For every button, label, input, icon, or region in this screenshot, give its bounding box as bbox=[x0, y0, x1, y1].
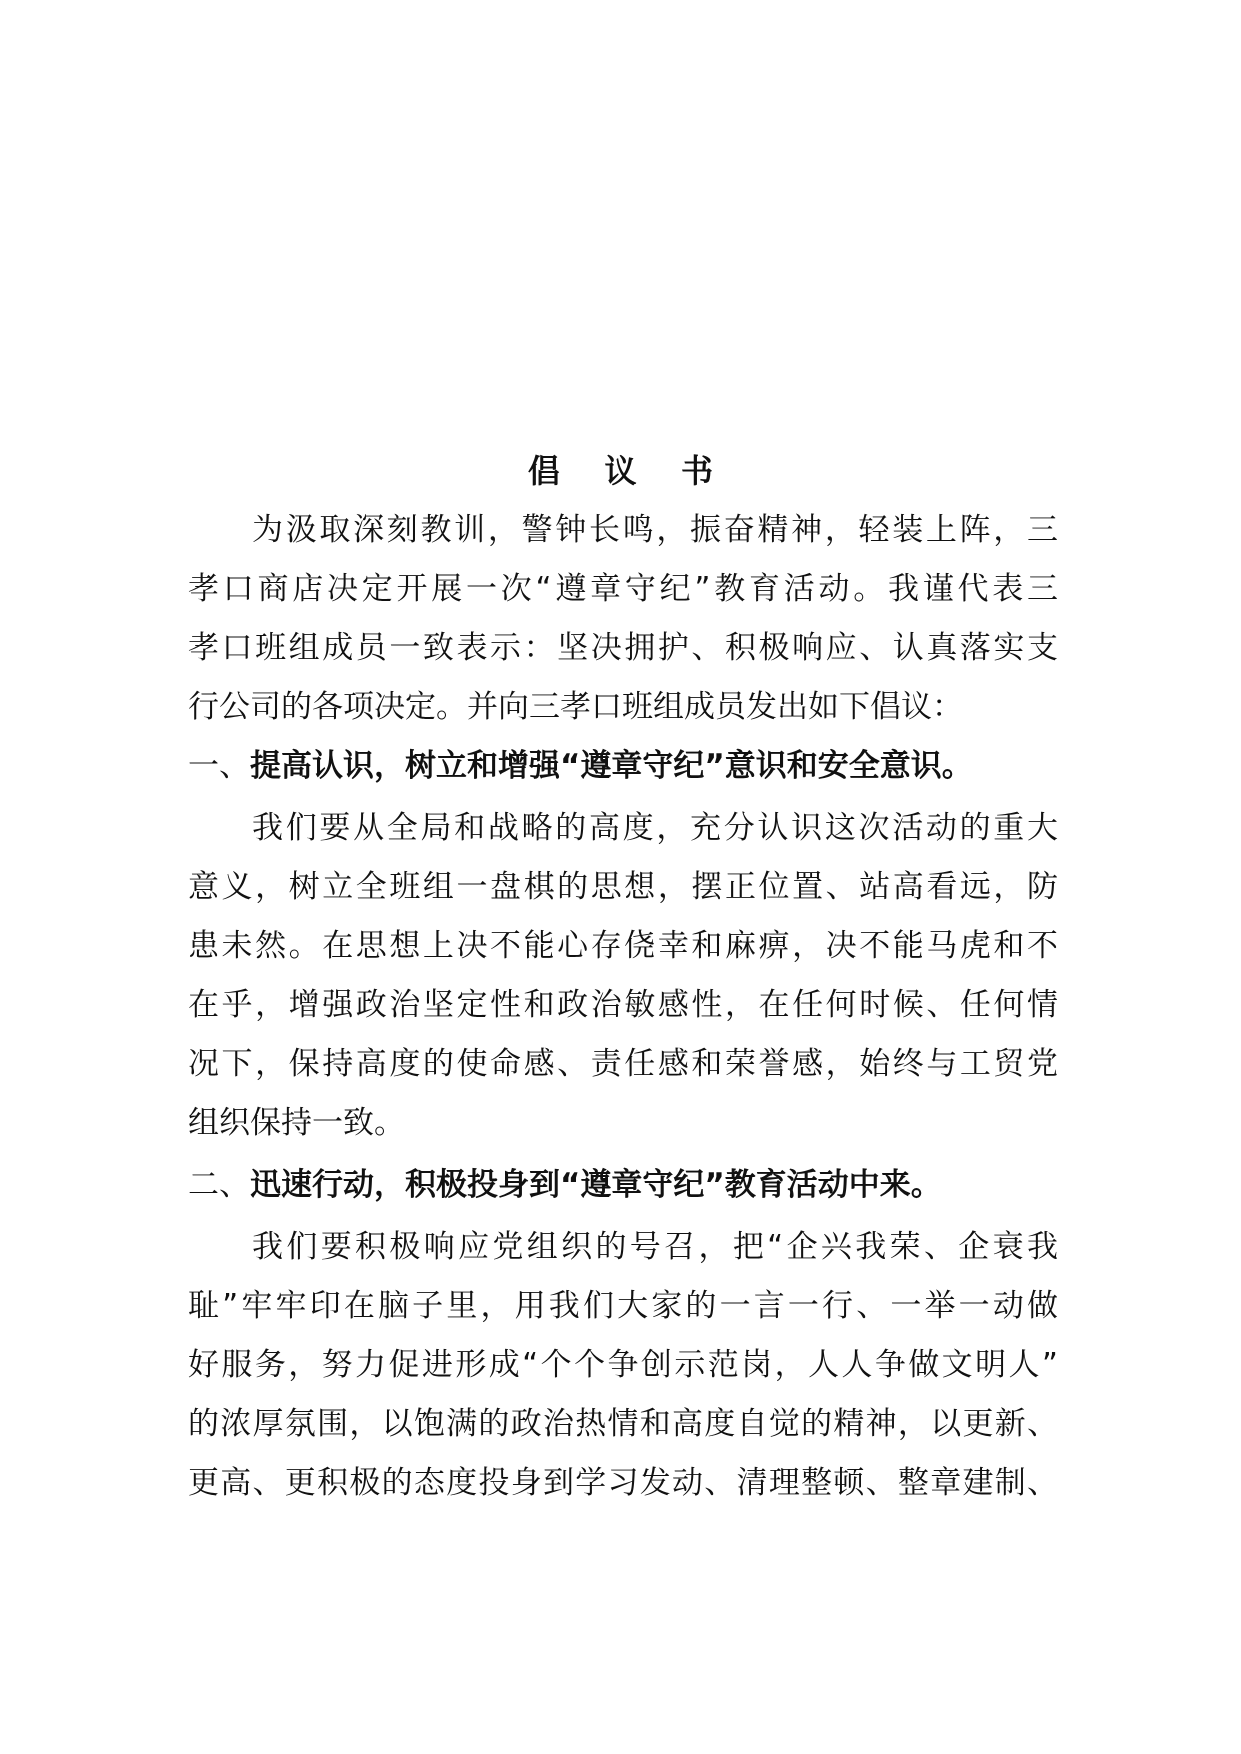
section2-heading-row bbox=[188, 1165, 1058, 1205]
section1-line-2: 意义，树立全班组一盘棋的思想，摆正位置、站高看远，防 bbox=[188, 869, 1058, 905]
section1-line-4: 在乎，增强政治坚定性和政治敏感性，在任何时候、任何情 bbox=[188, 987, 1058, 1023]
document-title: 倡 议 书 bbox=[527, 452, 714, 490]
section1-heading-row bbox=[188, 746, 1058, 786]
intro-line-3: 孝口班组成员一致表示：坚决拥护、积极响应、认真落实支 bbox=[188, 630, 1058, 666]
section2-line-4: 的浓厚氛围，以饱满的政治热情和高度自觉的精神，以更新、 bbox=[188, 1406, 1058, 1442]
section1-line-5: 况下，保持高度的使命感、责任感和荣誉感，始终与工贸党 bbox=[188, 1046, 1058, 1082]
section1-number: 一、 bbox=[188, 748, 250, 784]
section1-line-3: 患未然。在思想上决不能心存侥幸和麻痹，决不能马虎和不 bbox=[188, 928, 1058, 964]
intro-line-4: 行公司的各项决定。并向三孝口班组成员发出如下倡议： bbox=[188, 689, 963, 725]
intro-line-1: 为汲取深刻教训，警钟长鸣，振奋精神，轻装上阵，三 bbox=[252, 512, 1058, 548]
section2-line-2: 耻”牢牢印在脑子里，用我们大家的一言一行、一举一动做 bbox=[188, 1288, 1058, 1324]
section2-heading: 迅速行动，积极投身到“遵章守纪”教育活动中来。 bbox=[250, 1167, 942, 1203]
section2-line-1: 我们要积极响应党组织的号召，把“企兴我荣、企衰我 bbox=[252, 1229, 1058, 1265]
intro-line-2: 孝口商店决定开展一次“遵章守纪”教育活动。我谨代表三 bbox=[188, 571, 1058, 607]
section2-line-5: 更高、更积极的态度投身到学习发动、清理整顿、整章建制、 bbox=[188, 1465, 1058, 1501]
section2-number: 二、 bbox=[188, 1167, 250, 1203]
section2-line-3: 好服务，努力促进形成“个个争创示范岗，人人争做文明人” bbox=[188, 1347, 1058, 1383]
section1-heading: 提高认识，树立和增强“遵章守纪”意识和安全意识。 bbox=[250, 748, 973, 784]
section1-line-6: 组织保持一致。 bbox=[188, 1105, 405, 1141]
section1-line-1: 我们要从全局和战略的高度，充分认识这次活动的重大 bbox=[252, 810, 1058, 846]
